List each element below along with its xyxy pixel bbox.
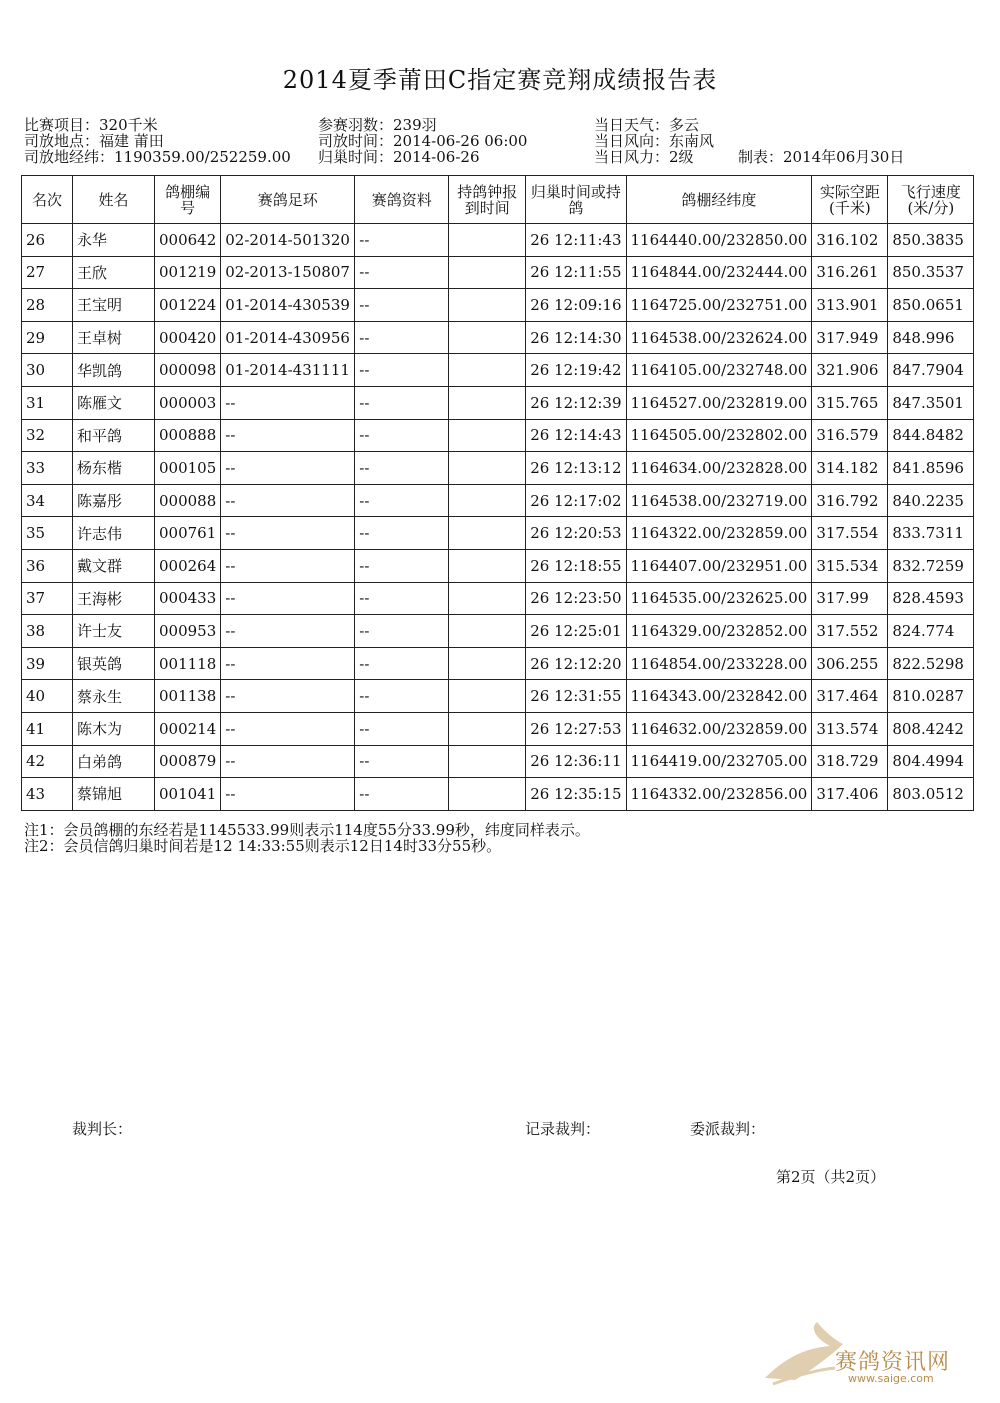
cell-speed: 810.0287 xyxy=(888,680,974,713)
cell-loft-coords: 1164407.00/232951.00 xyxy=(626,549,812,582)
cell-distance: 321.906 xyxy=(812,354,888,387)
cell-ring: -- xyxy=(221,647,355,680)
cell-pigeon-info: -- xyxy=(355,745,449,778)
cell-rank: 32 xyxy=(22,419,73,452)
cell-distance: 317.552 xyxy=(812,615,888,648)
cell-arrival-time: 26 12:20:53 xyxy=(526,517,626,550)
info-release-coords: 司放地经纬：1190359.00/252259.00 xyxy=(24,148,291,166)
cell-clock-time xyxy=(449,484,526,517)
cell-clock-time xyxy=(449,386,526,419)
cell-name: 银英鸽 xyxy=(73,647,155,680)
info-made-date: 制表：2014年06月30日 xyxy=(738,148,905,166)
cell-arrival-time: 26 12:17:02 xyxy=(526,484,626,517)
cell-name: 白弟鸽 xyxy=(73,745,155,778)
info-wind-force: 当日风力：2级 xyxy=(594,148,694,166)
cell-loft-coords: 1164634.00/232828.00 xyxy=(626,452,812,485)
table-row xyxy=(22,517,974,550)
cell-loft-no: 000264 xyxy=(155,549,221,582)
cell-pigeon-info: -- xyxy=(355,517,449,550)
header-speed: 飞行速度(米/分) xyxy=(888,176,974,224)
cell-arrival-time: 26 12:35:15 xyxy=(526,778,626,811)
cell-ring: -- xyxy=(221,615,355,648)
cell-loft-coords: 1164343.00/232842.00 xyxy=(626,680,812,713)
cell-ring: -- xyxy=(221,549,355,582)
table-row xyxy=(22,484,974,517)
cell-clock-time xyxy=(449,289,526,322)
cell-arrival-time: 26 12:25:01 xyxy=(526,615,626,648)
cell-name: 王海彬 xyxy=(73,582,155,615)
cell-rank: 26 xyxy=(22,224,73,257)
header-loft-no: 鸽棚编号 xyxy=(155,176,221,224)
cell-ring: -- xyxy=(221,712,355,745)
cell-pigeon-info: -- xyxy=(355,289,449,322)
cell-speed: 844.8482 xyxy=(888,419,974,452)
cell-arrival-time: 26 12:12:39 xyxy=(526,386,626,419)
cell-loft-no: 000088 xyxy=(155,484,221,517)
info-weather: 当日天气：多云 xyxy=(594,116,700,134)
table-row xyxy=(22,321,974,354)
cell-rank: 41 xyxy=(22,712,73,745)
info-column-3 xyxy=(594,117,714,165)
cell-name: 和平鸽 xyxy=(73,419,155,452)
cell-distance: 315.765 xyxy=(812,386,888,419)
cell-rank: 36 xyxy=(22,549,73,582)
cell-clock-time xyxy=(449,354,526,387)
cell-name: 蔡永生 xyxy=(73,680,155,713)
report-title: 2014夏季莆田C指定赛竞翔成绩报告表 xyxy=(282,66,718,94)
cell-distance: 316.102 xyxy=(812,224,888,257)
cell-rank: 35 xyxy=(22,517,73,550)
cell-ring: 02-2013-150807 xyxy=(221,256,355,289)
cell-speed: 850.0651 xyxy=(888,289,974,322)
cell-pigeon-info: -- xyxy=(355,615,449,648)
note-2: 注2：会员信鸽归巢时间若是12 14:33:55则表示12日14时33分55秒。 xyxy=(24,837,502,855)
header-loft-coords: 鸽棚经纬度 xyxy=(626,176,812,224)
cell-name: 蔡锦旭 xyxy=(73,778,155,811)
cell-loft-coords: 1164322.00/232859.00 xyxy=(626,517,812,550)
header-clock-time: 持鸽钟报到时间 xyxy=(449,176,526,224)
signature-record-judge: 记录裁判： xyxy=(525,1120,601,1138)
cell-ring: -- xyxy=(221,745,355,778)
info-wind-direction: 当日风向：东南风 xyxy=(594,132,715,150)
table-row xyxy=(22,354,974,387)
cell-distance: 317.406 xyxy=(812,778,888,811)
cell-speed: 848.996 xyxy=(888,321,974,354)
cell-pigeon-info: -- xyxy=(355,452,449,485)
cell-rank: 30 xyxy=(22,354,73,387)
cell-pigeon-info: -- xyxy=(355,712,449,745)
cell-loft-coords: 1164527.00/232819.00 xyxy=(626,386,812,419)
table-row xyxy=(22,289,974,322)
cell-speed: 847.3501 xyxy=(888,386,974,419)
cell-loft-coords: 1164632.00/232859.00 xyxy=(626,712,812,745)
cell-loft-coords: 1164332.00/232856.00 xyxy=(626,778,812,811)
cell-speed: 832.7259 xyxy=(888,549,974,582)
cell-clock-time xyxy=(449,549,526,582)
cell-loft-coords: 1164329.00/232852.00 xyxy=(626,615,812,648)
cell-loft-coords: 1164538.00/232719.00 xyxy=(626,484,812,517)
cell-speed: 850.3537 xyxy=(888,256,974,289)
cell-rank: 40 xyxy=(22,680,73,713)
table-header-row xyxy=(22,176,974,224)
cell-ring: 01-2014-430539 xyxy=(221,289,355,322)
cell-pigeon-info: -- xyxy=(355,354,449,387)
cell-speed: 803.0512 xyxy=(888,778,974,811)
cell-distance: 317.554 xyxy=(812,517,888,550)
table-row xyxy=(22,386,974,419)
cell-clock-time xyxy=(449,224,526,257)
table-row xyxy=(22,452,974,485)
cell-distance: 313.901 xyxy=(812,289,888,322)
cell-distance: 316.792 xyxy=(812,484,888,517)
cell-clock-time xyxy=(449,647,526,680)
cell-name: 戴文群 xyxy=(73,549,155,582)
cell-speed: 841.8596 xyxy=(888,452,974,485)
cell-loft-no: 000105 xyxy=(155,452,221,485)
cell-rank: 38 xyxy=(22,615,73,648)
cell-speed: 840.2235 xyxy=(888,484,974,517)
cell-name: 陈嘉彤 xyxy=(73,484,155,517)
cell-ring: -- xyxy=(221,582,355,615)
cell-ring: -- xyxy=(221,419,355,452)
cell-arrival-time: 26 12:13:12 xyxy=(526,452,626,485)
cell-ring: -- xyxy=(221,680,355,713)
cell-loft-no: 000003 xyxy=(155,386,221,419)
cell-loft-coords: 1164505.00/232802.00 xyxy=(626,419,812,452)
cell-distance: 315.534 xyxy=(812,549,888,582)
header-ring: 赛鸽足环 xyxy=(221,176,355,224)
cell-clock-time xyxy=(449,256,526,289)
cell-name: 陈雁文 xyxy=(73,386,155,419)
results-table xyxy=(21,175,974,811)
cell-arrival-time: 26 12:31:55 xyxy=(526,680,626,713)
cell-loft-no: 001118 xyxy=(155,647,221,680)
cell-speed: 828.4593 xyxy=(888,582,974,615)
watermark-url: www.saige.com xyxy=(848,1372,934,1385)
cell-arrival-time: 26 12:11:55 xyxy=(526,256,626,289)
cell-ring: -- xyxy=(221,517,355,550)
cell-name: 华凯鸽 xyxy=(73,354,155,387)
cell-loft-coords: 1164844.00/232444.00 xyxy=(626,256,812,289)
cell-pigeon-info: -- xyxy=(355,224,449,257)
cell-loft-no: 001224 xyxy=(155,289,221,322)
cell-arrival-time: 26 12:18:55 xyxy=(526,549,626,582)
cell-loft-coords: 1164535.00/232625.00 xyxy=(626,582,812,615)
cell-pigeon-info: -- xyxy=(355,386,449,419)
header-rank: 名次 xyxy=(22,176,73,224)
cell-speed: 850.3835 xyxy=(888,224,974,257)
cell-loft-coords: 1164105.00/232748.00 xyxy=(626,354,812,387)
cell-ring: 01-2014-431111 xyxy=(221,354,355,387)
cell-loft-no: 000761 xyxy=(155,517,221,550)
cell-loft-no: 001041 xyxy=(155,778,221,811)
table-row xyxy=(22,680,974,713)
cell-loft-no: 000888 xyxy=(155,419,221,452)
table-row xyxy=(22,419,974,452)
cell-rank: 33 xyxy=(22,452,73,485)
watermark-text: 赛鸽资讯网 xyxy=(835,1350,951,1375)
cell-loft-no: 001138 xyxy=(155,680,221,713)
cell-clock-time xyxy=(449,615,526,648)
table-row xyxy=(22,647,974,680)
signature-chief-judge: 裁判长： xyxy=(72,1120,133,1138)
cell-rank: 43 xyxy=(22,778,73,811)
cell-clock-time xyxy=(449,517,526,550)
cell-distance: 316.579 xyxy=(812,419,888,452)
header-name: 姓名 xyxy=(73,176,155,224)
cell-loft-coords: 1164538.00/232624.00 xyxy=(626,321,812,354)
cell-loft-coords: 1164725.00/232751.00 xyxy=(626,289,812,322)
info-release-time: 司放时间：2014-06-26 06:00 xyxy=(318,132,528,150)
header-pigeon-info: 赛鸽资料 xyxy=(355,176,449,224)
cell-rank: 31 xyxy=(22,386,73,419)
table-row xyxy=(22,582,974,615)
cell-pigeon-info: -- xyxy=(355,484,449,517)
table-row xyxy=(22,224,974,257)
cell-distance: 306.255 xyxy=(812,647,888,680)
cell-clock-time xyxy=(449,745,526,778)
cell-loft-no: 000879 xyxy=(155,745,221,778)
cell-clock-time xyxy=(449,452,526,485)
cell-name: 陈木为 xyxy=(73,712,155,745)
cell-name: 王卓树 xyxy=(73,321,155,354)
header-arrival-time: 归巢时间或持鸽 xyxy=(526,176,626,224)
cell-distance: 316.261 xyxy=(812,256,888,289)
cell-pigeon-info: -- xyxy=(355,647,449,680)
cell-pigeon-info: -- xyxy=(355,582,449,615)
table-row xyxy=(22,745,974,778)
cell-distance: 314.182 xyxy=(812,452,888,485)
info-column-1 xyxy=(24,117,291,165)
page-number: 第2页（共2页） xyxy=(776,1168,886,1186)
cell-speed: 824.774 xyxy=(888,615,974,648)
cell-loft-no: 000953 xyxy=(155,615,221,648)
cell-name: 王宝明 xyxy=(73,289,155,322)
cell-arrival-time: 26 12:36:11 xyxy=(526,745,626,778)
cell-rank: 29 xyxy=(22,321,73,354)
cell-pigeon-info: -- xyxy=(355,419,449,452)
cell-clock-time xyxy=(449,321,526,354)
cell-name: 永华 xyxy=(73,224,155,257)
cell-speed: 808.4242 xyxy=(888,712,974,745)
cell-name: 王欣 xyxy=(73,256,155,289)
cell-arrival-time: 26 12:11:43 xyxy=(526,224,626,257)
table-row xyxy=(22,256,974,289)
cell-arrival-time: 26 12:12:20 xyxy=(526,647,626,680)
cell-loft-no: 000642 xyxy=(155,224,221,257)
cell-speed: 847.7904 xyxy=(888,354,974,387)
cell-clock-time xyxy=(449,712,526,745)
cell-arrival-time: 26 12:14:30 xyxy=(526,321,626,354)
cell-loft-no: 000420 xyxy=(155,321,221,354)
cell-rank: 42 xyxy=(22,745,73,778)
table-row xyxy=(22,549,974,582)
cell-ring: -- xyxy=(221,386,355,419)
cell-clock-time xyxy=(449,582,526,615)
cell-distance: 313.574 xyxy=(812,712,888,745)
cell-rank: 28 xyxy=(22,289,73,322)
cell-distance: 317.99 xyxy=(812,582,888,615)
cell-loft-coords: 1164854.00/233228.00 xyxy=(626,647,812,680)
cell-ring: 02-2014-501320 xyxy=(221,224,355,257)
info-column-2 xyxy=(318,117,527,165)
cell-clock-time xyxy=(449,680,526,713)
signature-delegate-judge: 委派裁判： xyxy=(690,1120,766,1138)
cell-rank: 37 xyxy=(22,582,73,615)
cell-loft-no: 000433 xyxy=(155,582,221,615)
table-row xyxy=(22,615,974,648)
cell-pigeon-info: -- xyxy=(355,256,449,289)
cell-rank: 27 xyxy=(22,256,73,289)
cell-ring: 01-2014-430956 xyxy=(221,321,355,354)
cell-ring: -- xyxy=(221,778,355,811)
header-distance: 实际空距(千米) xyxy=(812,176,888,224)
info-return-time: 归巢时间：2014-06-26 xyxy=(318,148,480,166)
cell-speed: 804.4994 xyxy=(888,745,974,778)
cell-name: 杨东楷 xyxy=(73,452,155,485)
cell-arrival-time: 26 12:14:43 xyxy=(526,419,626,452)
cell-ring: -- xyxy=(221,452,355,485)
table-row xyxy=(22,712,974,745)
cell-distance: 317.464 xyxy=(812,680,888,713)
cell-loft-coords: 1164419.00/232705.00 xyxy=(626,745,812,778)
cell-rank: 39 xyxy=(22,647,73,680)
cell-clock-time xyxy=(449,778,526,811)
info-event: 比赛项目：320千米 xyxy=(24,116,158,134)
info-release-place: 司放地点：福建 莆田 xyxy=(24,132,164,150)
cell-pigeon-info: -- xyxy=(355,778,449,811)
cell-speed: 833.7311 xyxy=(888,517,974,550)
cell-loft-no: 001219 xyxy=(155,256,221,289)
cell-arrival-time: 26 12:19:42 xyxy=(526,354,626,387)
cell-loft-no: 000098 xyxy=(155,354,221,387)
table-row xyxy=(22,778,974,811)
note-1: 注1：会员鸽棚的东经若是1145533.99则表示114度55分33.99秒，纬度同样表示。 xyxy=(24,821,590,839)
cell-rank: 34 xyxy=(22,484,73,517)
cell-arrival-time: 26 12:27:53 xyxy=(526,712,626,745)
cell-loft-no: 000214 xyxy=(155,712,221,745)
cell-distance: 318.729 xyxy=(812,745,888,778)
cell-ring: -- xyxy=(221,484,355,517)
notes xyxy=(24,822,590,854)
cell-clock-time xyxy=(449,419,526,452)
cell-pigeon-info: -- xyxy=(355,549,449,582)
cell-pigeon-info: -- xyxy=(355,680,449,713)
cell-distance: 317.949 xyxy=(812,321,888,354)
cell-loft-coords: 1164440.00/232850.00 xyxy=(626,224,812,257)
cell-pigeon-info: -- xyxy=(355,321,449,354)
cell-name: 许志伟 xyxy=(73,517,155,550)
cell-arrival-time: 26 12:23:50 xyxy=(526,582,626,615)
cell-name: 许士友 xyxy=(73,615,155,648)
info-entries: 参赛羽数：239羽 xyxy=(318,116,437,134)
cell-arrival-time: 26 12:09:16 xyxy=(526,289,626,322)
cell-speed: 822.5298 xyxy=(888,647,974,680)
